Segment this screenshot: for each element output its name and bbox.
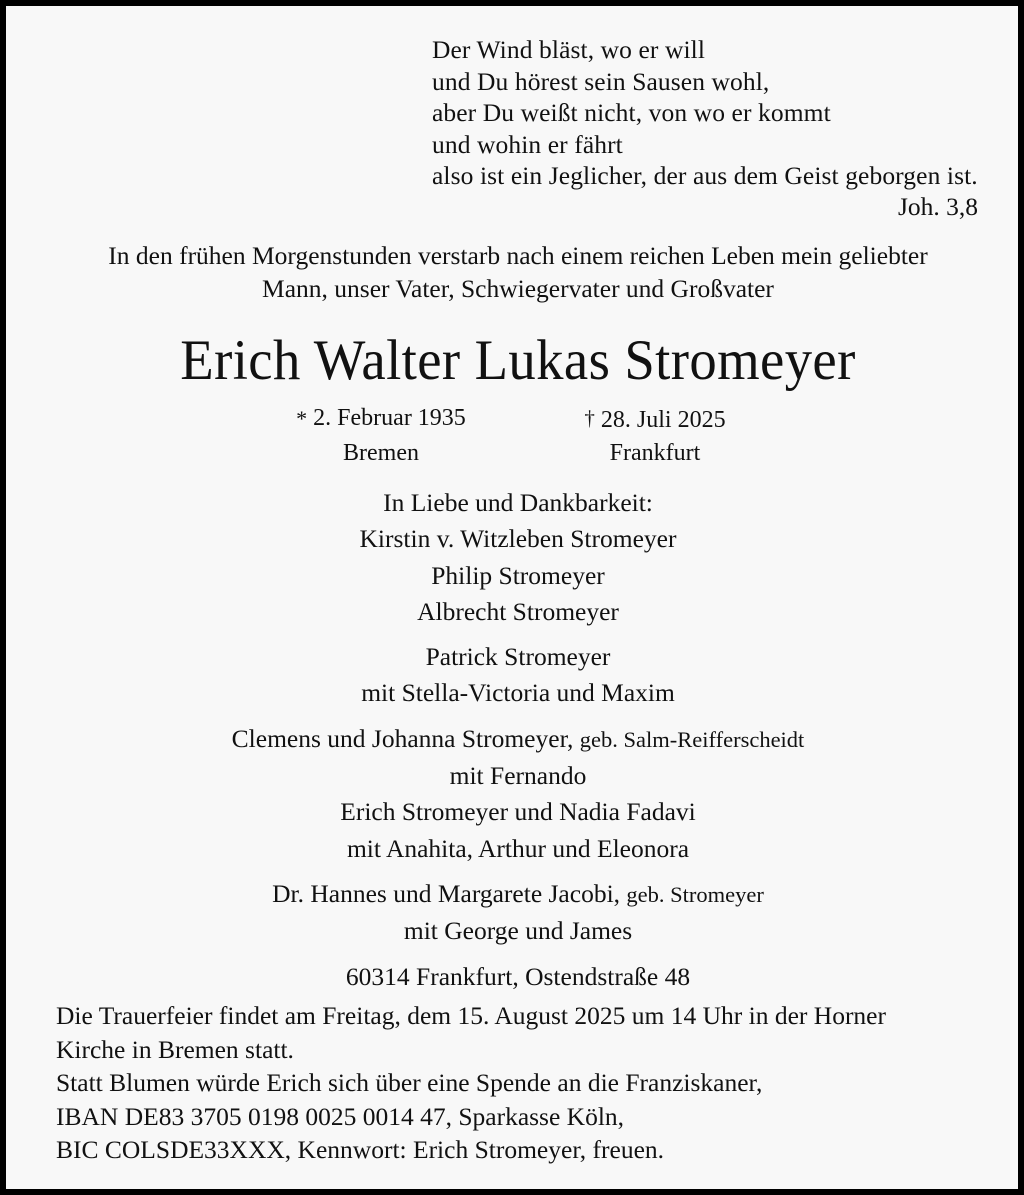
family-group-2 — [36, 639, 1000, 712]
family-member-line: mit Anahita, Arthur und Eleonora — [346, 833, 690, 863]
intro-line-1: In den frühen Morgenstunden verstarb nach einem reichen Leben mein geliebter — [108, 241, 928, 270]
notice-inner — [6, 6, 1018, 1189]
donation-line-1: Statt Blumen würde Erich sich über eine Spende an die Franziskaner, — [56, 1068, 763, 1097]
family-member-line: Philip Stromeyer — [431, 560, 605, 590]
family-member-name: Dr. Hannes und Margarete Jacobi, — [272, 878, 621, 908]
birth-symbol: * — [296, 406, 308, 431]
family-member-line: Kirstin v. Witzleben Stromeyer — [359, 524, 677, 554]
death-date: 28. Juli 2025 — [600, 407, 726, 433]
family-member-line: mit George und James — [403, 916, 633, 946]
epigraph-source: Joh. 3,8 — [897, 192, 978, 221]
family-member-line: Erich Stromeyer und Nadia Fadavi — [340, 797, 696, 827]
footer-block — [56, 999, 986, 1167]
dates-row-places — [46, 437, 990, 470]
family-member-line: mit Stella-Victoria und Maxim — [361, 678, 675, 708]
ceremony-line-1: Die Trauerfeier findet am Freitag, dem 15. August 2025 um 14 Uhr in der Horner — [56, 1001, 886, 1030]
family-heading: In Liebe und Dankbarkeit: — [383, 488, 653, 517]
epigraph-verse — [432, 34, 984, 192]
family-group-4 — [36, 876, 1000, 950]
death-symbol: † — [584, 406, 595, 430]
birth-place-cell: Bremen — [343, 440, 419, 466]
dates-block — [46, 402, 990, 470]
address-line: 60314 Frankfurt, Ostendstraße 48 — [345, 962, 691, 991]
death-date-cell — [531, 402, 779, 437]
intro-text — [46, 239, 990, 305]
family-group-1 — [36, 485, 1000, 630]
donation-iban-line: IBAN DE83 3705 0198 0025 0014 47, Sparkasse Köln, — [56, 1101, 625, 1131]
deceased-name: Erich Walter Lukas Stromeyer — [180, 329, 856, 392]
ceremony-line-2: Kirche in Bremen statt. — [56, 1034, 294, 1064]
family-member-line: Patrick Stromeyer — [425, 642, 611, 672]
family-member-line: mit Fernando — [449, 761, 587, 791]
epigraph-line-1: Der Wind bläst, wo er will — [432, 35, 706, 64]
epigraph-line-5: also ist ein Jeglicher, der aus dem Geist geborgen ist. — [432, 161, 978, 191]
birth-date: 2. Februar 1935 — [313, 405, 466, 431]
epigraph-line-2: und Du hörest sein Sausen wohl, — [432, 66, 770, 96]
family-group-3 — [36, 721, 1000, 867]
epigraph-line-4: und wohin er fährt — [432, 129, 623, 159]
family-member-maiden: geb. Salm-Reifferscheidt — [579, 726, 805, 752]
family-member-maiden: geb. Stromeyer — [626, 881, 764, 907]
family-block — [36, 485, 1000, 950]
donation-bic-line: BIC COLSDE33XXX, Kennwort: Erich Stromeyer, freuen. — [56, 1135, 665, 1164]
dates-row-dates — [46, 402, 990, 437]
family-member-line — [36, 721, 1000, 758]
intro-line-2: Mann, unser Vater, Schwiegervater und Großvater — [262, 274, 774, 303]
family-member-line — [36, 876, 1000, 913]
death-place-cell: Frankfurt — [609, 440, 701, 466]
epigraph-line-3: aber Du weißt nicht, von wo er kommt — [432, 98, 831, 128]
birth-date-cell — [257, 402, 505, 437]
family-member-line: Albrecht Stromeyer — [417, 596, 619, 626]
family-member-name: Clemens und Johanna Stromeyer, — [231, 723, 574, 753]
